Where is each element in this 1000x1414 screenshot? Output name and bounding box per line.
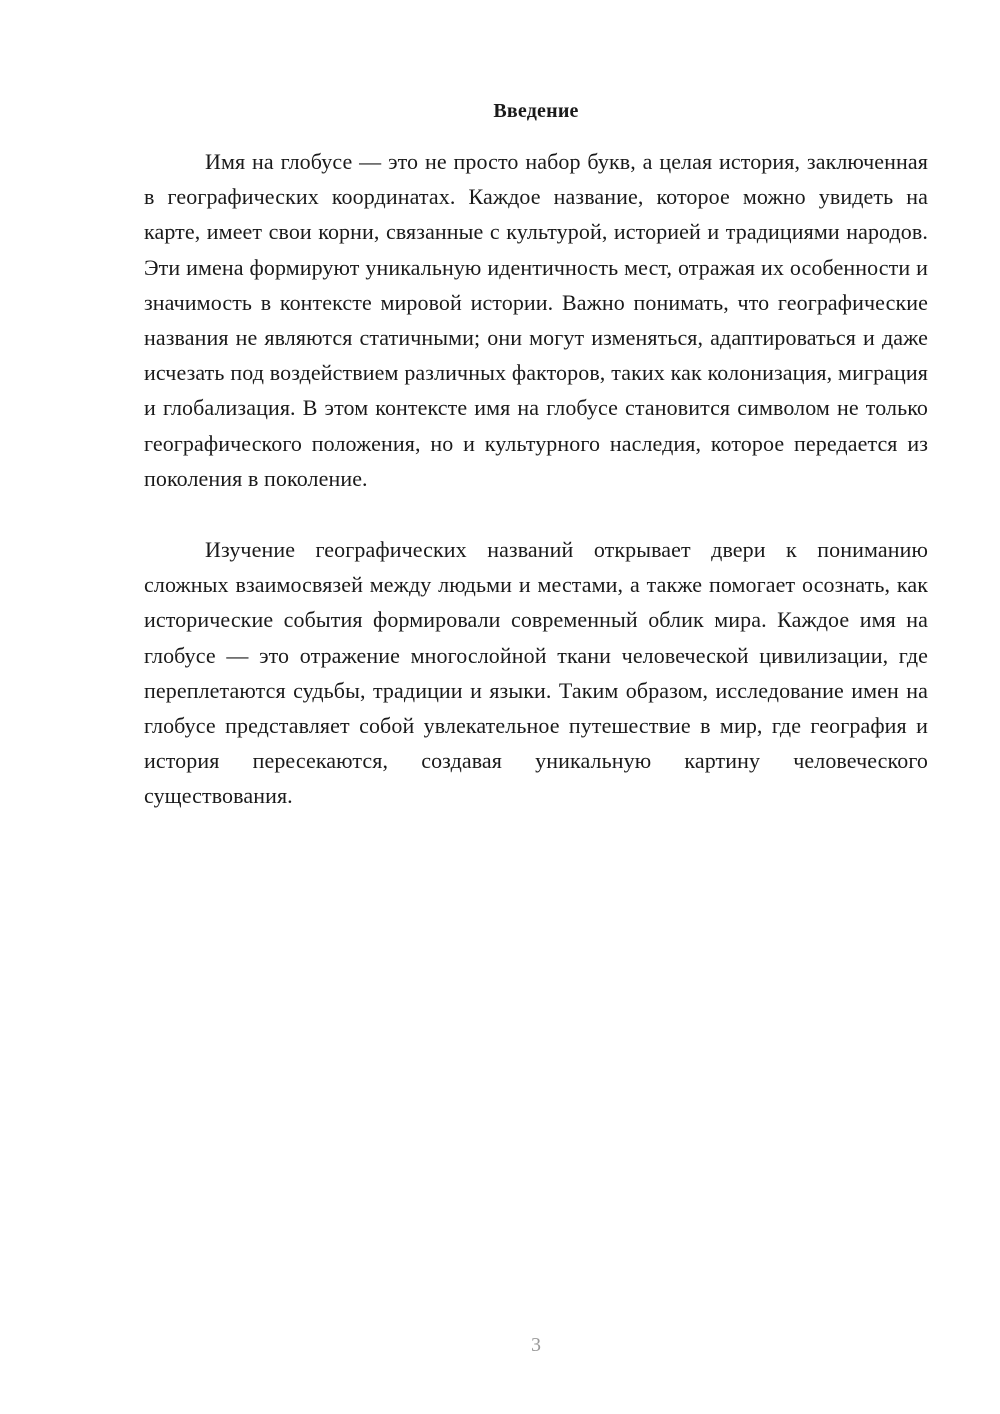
paragraph-1: Имя на глобусе — это не просто набор букв, а целая история, заключенная в географических координатах. Каждое название, которое можно увидеть на карте, имеет свои корни, связанные с культурой, историей и традициями народов. Эти имена формируют уникальную идентичность мест, отражая их особенности и значимость в контексте мировой истории. Важно понимать, что географические названия не являются статичными; они могут изменяться, адаптироваться и даже исчезать под воздействием различных факторов, таких как колонизация, миграция и глобализация. В этом контексте имя на глобусе становится символом не только географического положения, но и культурного наследия, которое передается из поколения в поколение.	[144, 149, 928, 491]
page-number: 3	[531, 1334, 541, 1356]
body-text	[144, 144, 928, 814]
paragraph-2: Изучение географических названий открывает двери к пониманию сложных взаимосвязей между людьми и местами, а также помогает осознать, как исторические события формировали современный облик мира. Каждое имя на глобусе — это отражение многослойной ткани человеческой цивилизации, где переплетаются судьбы, традиции и языки. Таким образом, исследование имен на глобусе представляет собой увлекательное путешествие в мир, где география и история пересекаются, создавая уникальную картину человеческого существования.	[144, 537, 928, 809]
section-title: Введение	[493, 100, 579, 122]
